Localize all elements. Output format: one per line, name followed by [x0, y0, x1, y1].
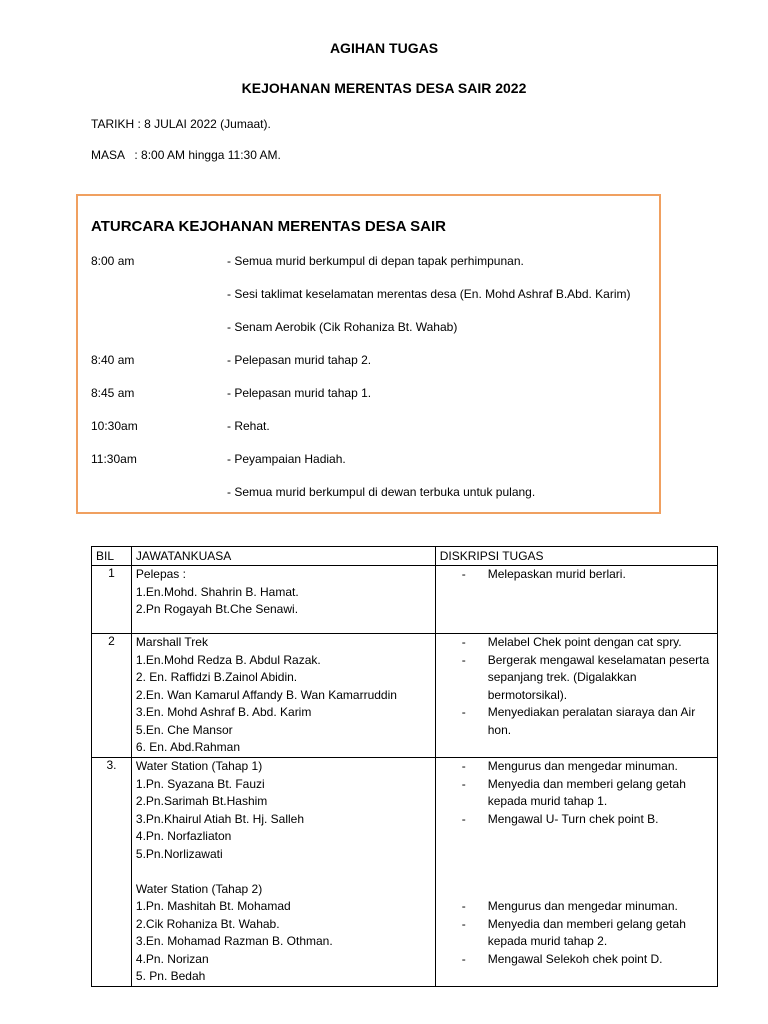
cell-jawatankuasa: [131, 758, 435, 987]
schedule-desc: - Senam Aerobik (Cik Rohaniza Bt. Wahab): [227, 320, 458, 334]
committee-member: 4.Pn. Norfazliaton: [135, 829, 232, 843]
cell-diskripsi: [435, 758, 717, 987]
task-item: - Mengurus dan mengedar minuman.: [440, 898, 713, 916]
task-item: - Menyedia dan memberi gelang getah kepada murid tahap 2.: [440, 916, 713, 951]
time-line: MASA : 8:00 AM hingga 11:30 AM.: [91, 148, 281, 162]
table-row: [92, 758, 718, 987]
committee-heading: Marshall Trek: [135, 635, 208, 649]
committee-heading: Pelepas :: [135, 567, 186, 581]
table-row: [92, 566, 718, 634]
cell-jawatankuasa: [131, 634, 435, 758]
schedule-time: 11:30am: [91, 452, 137, 466]
task-list: [440, 634, 713, 739]
schedule-time: 10:30am: [91, 419, 138, 433]
committee-member: 5.En. Che Mansor: [135, 722, 233, 737]
committee-member: 2. En. Raffidzi B.Zainol Abidin.: [135, 670, 298, 684]
committee-member: 1.Pn. Mashitah Bt. Mohamad: [135, 899, 291, 913]
schedule-desc: - Pelepasan murid tahap 1.: [227, 386, 372, 400]
schedule-desc: - Semua murid berkumpul di dewan terbuka untuk pulang.: [227, 485, 536, 499]
cell-diskripsi: [435, 566, 717, 634]
committee-member: 5. Pn. Bedah: [135, 969, 206, 983]
cell-jawatankuasa: [131, 566, 435, 634]
schedule-box: [76, 194, 661, 514]
task-item: - Mengurus dan mengedar minuman.: [440, 758, 713, 776]
task-item: - Melepaskan murid berlari.: [440, 566, 713, 584]
schedule-desc: - Rehat.: [227, 419, 270, 433]
committee-member: 5.Pn.Norlizawati: [135, 846, 223, 861]
cell-diskripsi: [435, 634, 717, 758]
task-list: [440, 898, 713, 968]
task-item: - Menyedia dan memberi gelang getah kepada murid tahap 1.: [440, 776, 713, 811]
schedule-desc: - Sesi taklimat keselamatan merentas desa (En. Mohd Ashraf B.Abd. Karim): [227, 287, 631, 301]
table-row: [92, 634, 718, 758]
schedule-desc: - Semua murid berkumpul di depan tapak perhimpunan.: [227, 254, 524, 268]
committee-member: 3.En. Mohamad Razman B. Othman.: [135, 934, 333, 948]
task-list: [440, 758, 713, 828]
task-item: - Melabel Chek point dengan cat spry.: [440, 634, 713, 652]
task-item: - Bergerak mengawal keselamatan peserta sepanjang trek. (Digalakkan bermotorsikal).: [440, 652, 713, 705]
task-item: - Mengawal U- Turn chek point B.: [440, 811, 713, 829]
committee-member: 1.En.Mohd Redza B. Abdul Razak.: [135, 652, 321, 667]
cell-bil: 2: [92, 634, 132, 758]
committee-member: 1.En.Mohd. Shahrin B. Hamat.: [135, 584, 299, 599]
schedule-desc: - Pelepasan murid tahap 2.: [227, 353, 372, 367]
header-bil: BIL: [92, 547, 132, 566]
header-jawatankuasa: JAWATANKUASA: [131, 547, 435, 566]
duty-table: [91, 546, 718, 987]
page-title: AGIHAN TUGAS: [329, 40, 439, 56]
committee-member: 3.En. Mohd Ashraf B. Abd. Karim: [135, 705, 312, 719]
cell-bil: 1: [92, 566, 132, 634]
schedule-time: 8:00 am: [91, 254, 135, 268]
table-header-row: [92, 547, 718, 566]
date-line: TARIKH : 8 JULAI 2022 (Jumaat).: [91, 117, 271, 131]
committee-member: 2.Pn Rogayah Bt.Che Senawi.: [135, 602, 299, 616]
cell-bil: 3.: [92, 758, 132, 987]
schedule-desc: - Peyampaian Hadiah.: [227, 452, 346, 466]
committee-member: 4.Pn. Norizan: [135, 951, 209, 966]
committee-member: 6. En. Abd.Rahman: [135, 740, 240, 754]
task-list: [440, 566, 713, 584]
group-spacer: [136, 863, 431, 881]
header-diskripsi: DISKRIPSI TUGAS: [435, 547, 717, 566]
schedule-title: ATURCARA KEJOHANAN MERENTAS DESA SAIR: [91, 218, 447, 235]
committee-heading: Water Station (Tahap 1): [135, 759, 263, 773]
schedule-time: 8:45 am: [91, 386, 135, 400]
event-title: KEJOHANAN MERENTAS DESA SAIR 2022: [241, 80, 527, 96]
committee-member: 3.Pn.Khairul Atiah Bt. Hj. Salleh: [135, 811, 305, 826]
task-item: - Mengawal Selekoh chek point D.: [440, 951, 713, 969]
task-item: - Menyediakan peralatan siaraya dan Air hon.: [440, 704, 713, 739]
task-spacer: [440, 828, 713, 898]
committee-member: 2.Cik Rohaniza Bt. Wahab.: [135, 916, 280, 931]
committee-member: 2.Pn.Sarimah Bt.Hashim: [135, 794, 268, 808]
committee-member: 1.Pn. Syazana Bt. Fauzi: [135, 776, 265, 791]
schedule-time: 8:40 am: [91, 353, 135, 367]
committee-heading: Water Station (Tahap 2): [135, 881, 263, 896]
committee-member: 2.En. Wan Kamarul Affandy B. Wan Kamarruddin: [135, 687, 397, 702]
